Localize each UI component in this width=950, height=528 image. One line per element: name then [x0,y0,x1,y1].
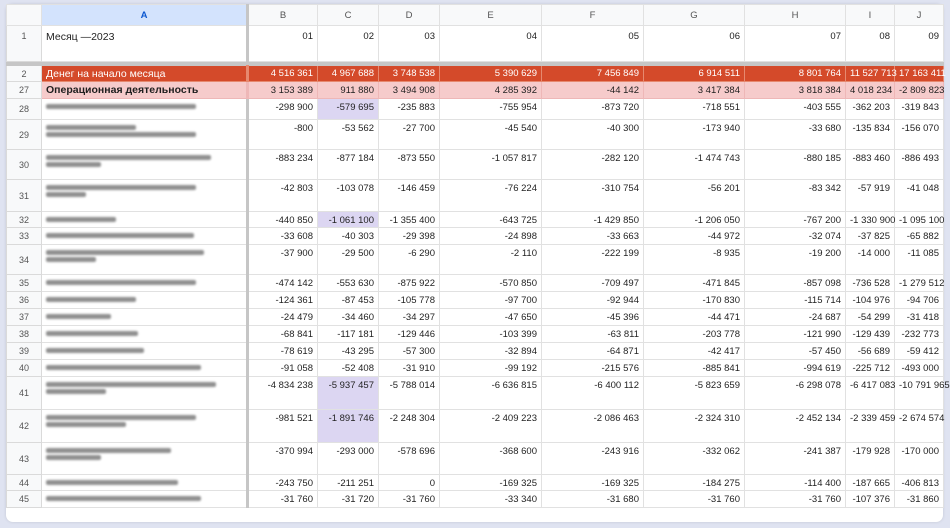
row-header[interactable]: 40 [7,360,42,377]
value-cell[interactable]: -225 712 [846,360,895,377]
value-cell[interactable]: -99 192 [440,360,542,377]
value-cell[interactable]: -370 994 [248,443,318,475]
redacted-text [46,217,116,222]
value-cell[interactable]: -56 201 [644,180,745,212]
redacted-text [46,348,144,353]
value-cell[interactable]: -241 387 [745,443,846,475]
value-cell[interactable]: -129 439 [846,326,895,343]
redacted-label-cell[interactable] [42,443,248,475]
month-cell[interactable]: 02 [318,26,379,62]
cash-cell[interactable]: 17 163 411 [895,66,944,82]
value-cell[interactable]: -736 528 [846,275,895,292]
redacted-label-cell[interactable] [42,150,248,180]
value-cell[interactable]: -42 417 [644,343,745,360]
expense-row [7,309,944,326]
row-header[interactable]: 30 [7,150,42,180]
cash-start-row [7,66,944,82]
redacted-text [46,314,111,319]
redacted-label-cell[interactable] [42,180,248,212]
cash-start-label[interactable]: Денег на начало месяца [42,66,248,82]
redacted-text [46,415,196,420]
value-cell[interactable]: -33 680 [745,120,846,150]
value-cell[interactable]: -31 760 [379,491,440,508]
expense-row [7,475,944,491]
redacted-text [46,104,196,109]
value-cell[interactable]: -27 700 [379,120,440,150]
row-header[interactable]: 1 [7,26,42,62]
redacted-text [46,389,106,394]
cash-cell[interactable]: 4 967 688 [318,66,379,82]
value-cell[interactable]: -170 830 [644,292,745,309]
redacted-text [46,496,201,501]
month-cell[interactable]: 08 [846,26,895,62]
value-cell[interactable]: -203 778 [644,326,745,343]
value-cell[interactable]: -1 355 400 [379,212,440,228]
value-cell[interactable]: -31 760 [248,491,318,508]
value-cell[interactable]: -10 791 965 [895,377,944,410]
value-cell[interactable]: -493 000 [895,360,944,377]
month-cell[interactable]: 09 [895,26,944,62]
value-cell[interactable]: -211 251 [318,475,379,491]
redacted-text [46,422,126,427]
value-cell[interactable]: -64 871 [542,343,644,360]
value-cell[interactable]: -1 474 743 [644,150,745,180]
value-cell[interactable]: -403 555 [745,99,846,120]
expense-row [7,120,944,150]
value-cell[interactable]: -76 224 [440,180,542,212]
expense-row [7,275,944,292]
value-cell[interactable]: -115 714 [745,292,846,309]
value-cell[interactable]: -243 750 [248,475,318,491]
row-header[interactable]: 42 [7,410,42,443]
column-header-row [7,5,944,26]
value-cell[interactable]: -45 540 [440,120,542,150]
value-cell[interactable]: -1 095 100 [895,212,944,228]
value-cell[interactable]: -800 [248,120,318,150]
value-cell[interactable]: -2 086 463 [542,410,644,443]
value-cell[interactable]: -32 074 [745,228,846,245]
value-cell[interactable]: -6 417 083 [846,377,895,410]
value-cell[interactable]: -43 295 [318,343,379,360]
ops-cell[interactable]: 3 153 389 [248,82,318,99]
value-cell[interactable]: -44 471 [644,309,745,326]
column-header-h[interactable]: H [745,5,846,26]
redacted-text [46,125,136,130]
row-header[interactable]: 43 [7,443,42,475]
value-cell[interactable]: -135 834 [846,120,895,150]
redacted-label-cell[interactable] [42,212,248,228]
value-cell[interactable]: -173 940 [644,120,745,150]
value-cell[interactable]: -2 324 310 [644,410,745,443]
value-cell[interactable]: -31 720 [318,491,379,508]
value-cell[interactable]: -68 841 [248,326,318,343]
value-cell[interactable]: -29 500 [318,245,379,275]
row-header[interactable]: 36 [7,292,42,309]
row-header[interactable]: 38 [7,326,42,343]
redacted-label-cell[interactable] [42,475,248,491]
value-cell[interactable]: -4 834 238 [248,377,318,410]
value-cell[interactable]: -332 062 [644,443,745,475]
expense-row [7,99,944,120]
value-cell[interactable]: -11 085 [895,245,944,275]
value-cell[interactable]: -994 619 [745,360,846,377]
month-cell[interactable]: 01 [248,26,318,62]
redacted-label-cell[interactable] [42,343,248,360]
cash-cell[interactable]: 7 456 849 [542,66,644,82]
redacted-text [46,280,196,285]
operations-label[interactable]: Операционная деятельность [42,82,248,99]
value-cell[interactable]: -78 619 [248,343,318,360]
value-cell[interactable]: -53 562 [318,120,379,150]
ops-cell[interactable]: -44 142 [542,82,644,99]
redacted-label-cell[interactable] [42,99,248,120]
column-header-j[interactable]: J [895,5,944,26]
value-cell[interactable]: -40 300 [542,120,644,150]
expense-row [7,180,944,212]
cash-cell[interactable]: 11 527 713 [846,66,895,82]
value-cell[interactable]: -883 460 [846,150,895,180]
value-cell[interactable]: -87 453 [318,292,379,309]
value-cell[interactable]: -235 883 [379,99,440,120]
value-cell[interactable]: -6 298 078 [745,377,846,410]
value-cell[interactable]: -1 061 100 [318,212,379,228]
value-cell[interactable]: -2 339 459 [846,410,895,443]
value-cell[interactable]: -31 418 [895,309,944,326]
redacted-text [46,155,211,160]
value-cell[interactable]: -24 479 [248,309,318,326]
value-cell[interactable]: -57 450 [745,343,846,360]
expense-row [7,228,944,245]
row-header[interactable]: 2 [7,66,42,82]
value-cell[interactable]: -215 576 [542,360,644,377]
cash-cell[interactable]: 8 801 764 [745,66,846,82]
ops-cell[interactable]: 3 818 384 [745,82,846,99]
ops-cell[interactable]: 911 880 [318,82,379,99]
value-cell[interactable]: -103 399 [440,326,542,343]
redacted-label-cell[interactable] [42,377,248,410]
value-cell[interactable]: -104 976 [846,292,895,309]
expense-row [7,245,944,275]
value-cell[interactable]: -5 823 659 [644,377,745,410]
value-cell[interactable]: -33 340 [440,491,542,508]
month-cell[interactable]: 03 [379,26,440,62]
value-cell[interactable]: -57 919 [846,180,895,212]
value-cell[interactable]: -885 841 [644,360,745,377]
row-header[interactable]: 45 [7,491,42,508]
redacted-text [46,480,178,485]
row-header[interactable]: 28 [7,99,42,120]
value-cell[interactable]: -362 203 [846,99,895,120]
column-header-i[interactable]: I [846,5,895,26]
value-cell[interactable]: -57 300 [379,343,440,360]
value-cell[interactable]: -709 497 [542,275,644,292]
column-header-g[interactable]: G [644,5,745,26]
value-cell[interactable]: -31 760 [745,491,846,508]
redacted-label-cell[interactable] [42,410,248,443]
value-cell[interactable]: -755 954 [440,99,542,120]
row-header[interactable]: 31 [7,180,42,212]
value-cell[interactable]: -873 550 [379,150,440,180]
column-header-b[interactable]: B [248,5,318,26]
value-cell[interactable]: -880 185 [745,150,846,180]
redacted-label-cell[interactable] [42,292,248,309]
value-cell[interactable]: -114 400 [745,475,846,491]
value-cell[interactable]: -54 299 [846,309,895,326]
row-header[interactable]: 27 [7,82,42,99]
value-cell[interactable]: -1 279 512 [895,275,944,292]
sheet-grid [6,4,950,508]
month-cell[interactable]: 05 [542,26,644,62]
redacted-text [46,365,201,370]
value-cell[interactable]: -37 825 [846,228,895,245]
value-cell[interactable]: -232 773 [895,326,944,343]
month-title-row [7,26,944,62]
value-cell[interactable]: -2 674 574 [895,410,944,443]
value-cell[interactable]: -187 665 [846,475,895,491]
value-cell[interactable]: -1 891 746 [318,410,379,443]
value-cell[interactable]: -877 184 [318,150,379,180]
row-header[interactable]: 29 [7,120,42,150]
value-cell[interactable]: -5 937 457 [318,377,379,410]
value-cell[interactable]: -14 000 [846,245,895,275]
cash-cell[interactable]: 3 748 538 [379,66,440,82]
spreadsheet [6,4,950,522]
ops-cell[interactable]: 4 285 392 [440,82,542,99]
redacted-text [46,257,96,262]
row-header[interactable]: 34 [7,245,42,275]
value-cell[interactable]: -63 811 [542,326,644,343]
value-cell[interactable]: -97 700 [440,292,542,309]
value-cell[interactable]: -578 696 [379,443,440,475]
expense-row [7,491,944,508]
expense-row [7,377,944,410]
redacted-label-cell[interactable] [42,360,248,377]
value-cell[interactable]: -293 000 [318,443,379,475]
month-cell[interactable]: 07 [745,26,846,62]
value-cell[interactable]: -179 928 [846,443,895,475]
value-cell[interactable]: -107 376 [846,491,895,508]
value-cell[interactable]: -105 778 [379,292,440,309]
redacted-text [46,331,138,336]
row-header[interactable]: 39 [7,343,42,360]
expense-row [7,150,944,180]
value-cell[interactable]: -59 412 [895,343,944,360]
month-label-cell[interactable]: Месяц —2023 [42,26,248,62]
value-cell[interactable]: -282 120 [542,150,644,180]
value-cell[interactable]: -170 000 [895,443,944,475]
value-cell[interactable]: -579 695 [318,99,379,120]
value-cell[interactable]: -31 680 [542,491,644,508]
row-header[interactable]: 35 [7,275,42,292]
redacted-label-cell[interactable] [42,326,248,343]
value-cell[interactable]: -440 850 [248,212,318,228]
value-cell[interactable]: -1 429 850 [542,212,644,228]
value-cell[interactable]: -471 845 [644,275,745,292]
value-cell[interactable]: -8 935 [644,245,745,275]
value-cell[interactable]: -857 098 [745,275,846,292]
redacted-text [46,192,86,197]
row-header[interactable]: 41 [7,377,42,410]
value-cell[interactable]: -570 850 [440,275,542,292]
value-cell[interactable]: -222 199 [542,245,644,275]
value-cell[interactable]: -24 898 [440,228,542,245]
redacted-text [46,297,136,302]
row-header[interactable]: 33 [7,228,42,245]
ops-cell[interactable]: 3 417 384 [644,82,745,99]
value-cell[interactable]: -873 720 [542,99,644,120]
value-cell[interactable]: -33 608 [248,228,318,245]
value-cell[interactable]: -121 990 [745,326,846,343]
row-header[interactable]: 44 [7,475,42,491]
value-cell[interactable]: -44 972 [644,228,745,245]
value-cell[interactable]: -45 396 [542,309,644,326]
operations-row [7,82,944,99]
value-cell[interactable]: -2 248 304 [379,410,440,443]
value-cell[interactable]: -129 446 [379,326,440,343]
value-cell[interactable]: -883 234 [248,150,318,180]
value-cell[interactable]: -56 689 [846,343,895,360]
value-cell[interactable]: -886 493 [895,150,944,180]
redacted-label-cell[interactable] [42,245,248,275]
value-cell[interactable]: -103 078 [318,180,379,212]
value-cell[interactable]: -6 290 [379,245,440,275]
redacted-label-cell[interactable] [42,491,248,508]
cash-cell[interactable]: 6 914 511 [644,66,745,82]
cash-cell[interactable]: 4 516 361 [248,66,318,82]
value-cell[interactable]: -767 200 [745,212,846,228]
value-cell[interactable]: -298 900 [248,99,318,120]
cash-cell[interactable]: 5 390 629 [440,66,542,82]
value-cell[interactable]: -124 361 [248,292,318,309]
value-cell[interactable]: -1 206 050 [644,212,745,228]
redacted-label-cell[interactable] [42,120,248,150]
value-cell[interactable]: -52 408 [318,360,379,377]
value-cell[interactable]: -146 459 [379,180,440,212]
value-cell[interactable]: -368 600 [440,443,542,475]
value-cell[interactable]: -65 882 [895,228,944,245]
expense-row [7,212,944,228]
value-cell[interactable]: -41 048 [895,180,944,212]
column-header-d[interactable]: D [379,5,440,26]
select-all-corner[interactable] [7,5,42,26]
value-cell[interactable]: -19 200 [745,245,846,275]
value-cell[interactable]: 0 [379,475,440,491]
month-cell[interactable]: 04 [440,26,542,62]
redacted-label-cell[interactable] [42,228,248,245]
value-cell[interactable]: -29 398 [379,228,440,245]
redacted-text [46,448,171,453]
column-header-e[interactable]: E [440,5,542,26]
redacted-label-cell[interactable] [42,309,248,326]
value-cell[interactable]: -83 342 [745,180,846,212]
redacted-text [46,250,204,255]
value-cell[interactable]: -406 813 [895,475,944,491]
value-cell[interactable]: -34 297 [379,309,440,326]
ops-cell[interactable]: 3 494 908 [379,82,440,99]
column-header-f[interactable]: F [542,5,644,26]
value-cell[interactable]: -47 650 [440,309,542,326]
value-cell[interactable]: -40 303 [318,228,379,245]
row-header[interactable]: 32 [7,212,42,228]
value-cell[interactable]: -169 325 [440,475,542,491]
value-cell[interactable]: -319 843 [895,99,944,120]
value-cell[interactable]: -310 754 [542,180,644,212]
value-cell[interactable]: -156 070 [895,120,944,150]
value-cell[interactable]: -875 922 [379,275,440,292]
value-cell[interactable]: -37 900 [248,245,318,275]
redacted-text [46,382,216,387]
expense-row [7,410,944,443]
value-cell[interactable]: -42 803 [248,180,318,212]
value-cell[interactable]: -91 058 [248,360,318,377]
value-cell[interactable]: -553 630 [318,275,379,292]
value-cell[interactable]: -92 944 [542,292,644,309]
column-header-c[interactable]: C [318,5,379,26]
value-cell[interactable]: -1 057 817 [440,150,542,180]
value-cell[interactable]: -33 663 [542,228,644,245]
value-cell[interactable]: -34 460 [318,309,379,326]
redacted-label-cell[interactable] [42,275,248,292]
value-cell[interactable]: -2 452 134 [745,410,846,443]
redacted-text [46,132,196,137]
value-cell[interactable]: -31 910 [379,360,440,377]
value-cell[interactable]: -643 725 [440,212,542,228]
redacted-text [46,185,196,190]
value-cell[interactable]: -981 521 [248,410,318,443]
redacted-text [46,162,101,167]
ops-cell[interactable]: 4 018 234 [846,82,895,99]
value-cell[interactable]: -2 110 [440,245,542,275]
value-cell[interactable]: -184 275 [644,475,745,491]
value-cell[interactable]: -243 916 [542,443,644,475]
value-cell[interactable]: -718 551 [644,99,745,120]
month-cell[interactable]: 06 [644,26,745,62]
expense-row [7,343,944,360]
value-cell[interactable]: -169 325 [542,475,644,491]
redacted-text [46,455,101,460]
expense-row [7,292,944,309]
row-header[interactable]: 37 [7,309,42,326]
value-cell[interactable]: -2 409 223 [440,410,542,443]
value-cell[interactable]: -32 894 [440,343,542,360]
expense-row [7,326,944,343]
ops-cell[interactable]: -2 809 823 [895,82,944,99]
value-cell[interactable]: -474 142 [248,275,318,292]
value-cell[interactable]: -31 860 [895,491,944,508]
value-cell[interactable]: -31 760 [644,491,745,508]
value-cell[interactable]: -6 400 112 [542,377,644,410]
value-cell[interactable]: -94 706 [895,292,944,309]
value-cell[interactable]: -5 788 014 [379,377,440,410]
redacted-text [46,233,194,238]
value-cell[interactable]: -117 181 [318,326,379,343]
value-cell[interactable]: -6 636 815 [440,377,542,410]
value-cell[interactable]: -1 330 900 [846,212,895,228]
expense-row [7,360,944,377]
column-header-a[interactable]: A [42,5,248,26]
expense-row [7,443,944,475]
value-cell[interactable]: -24 687 [745,309,846,326]
